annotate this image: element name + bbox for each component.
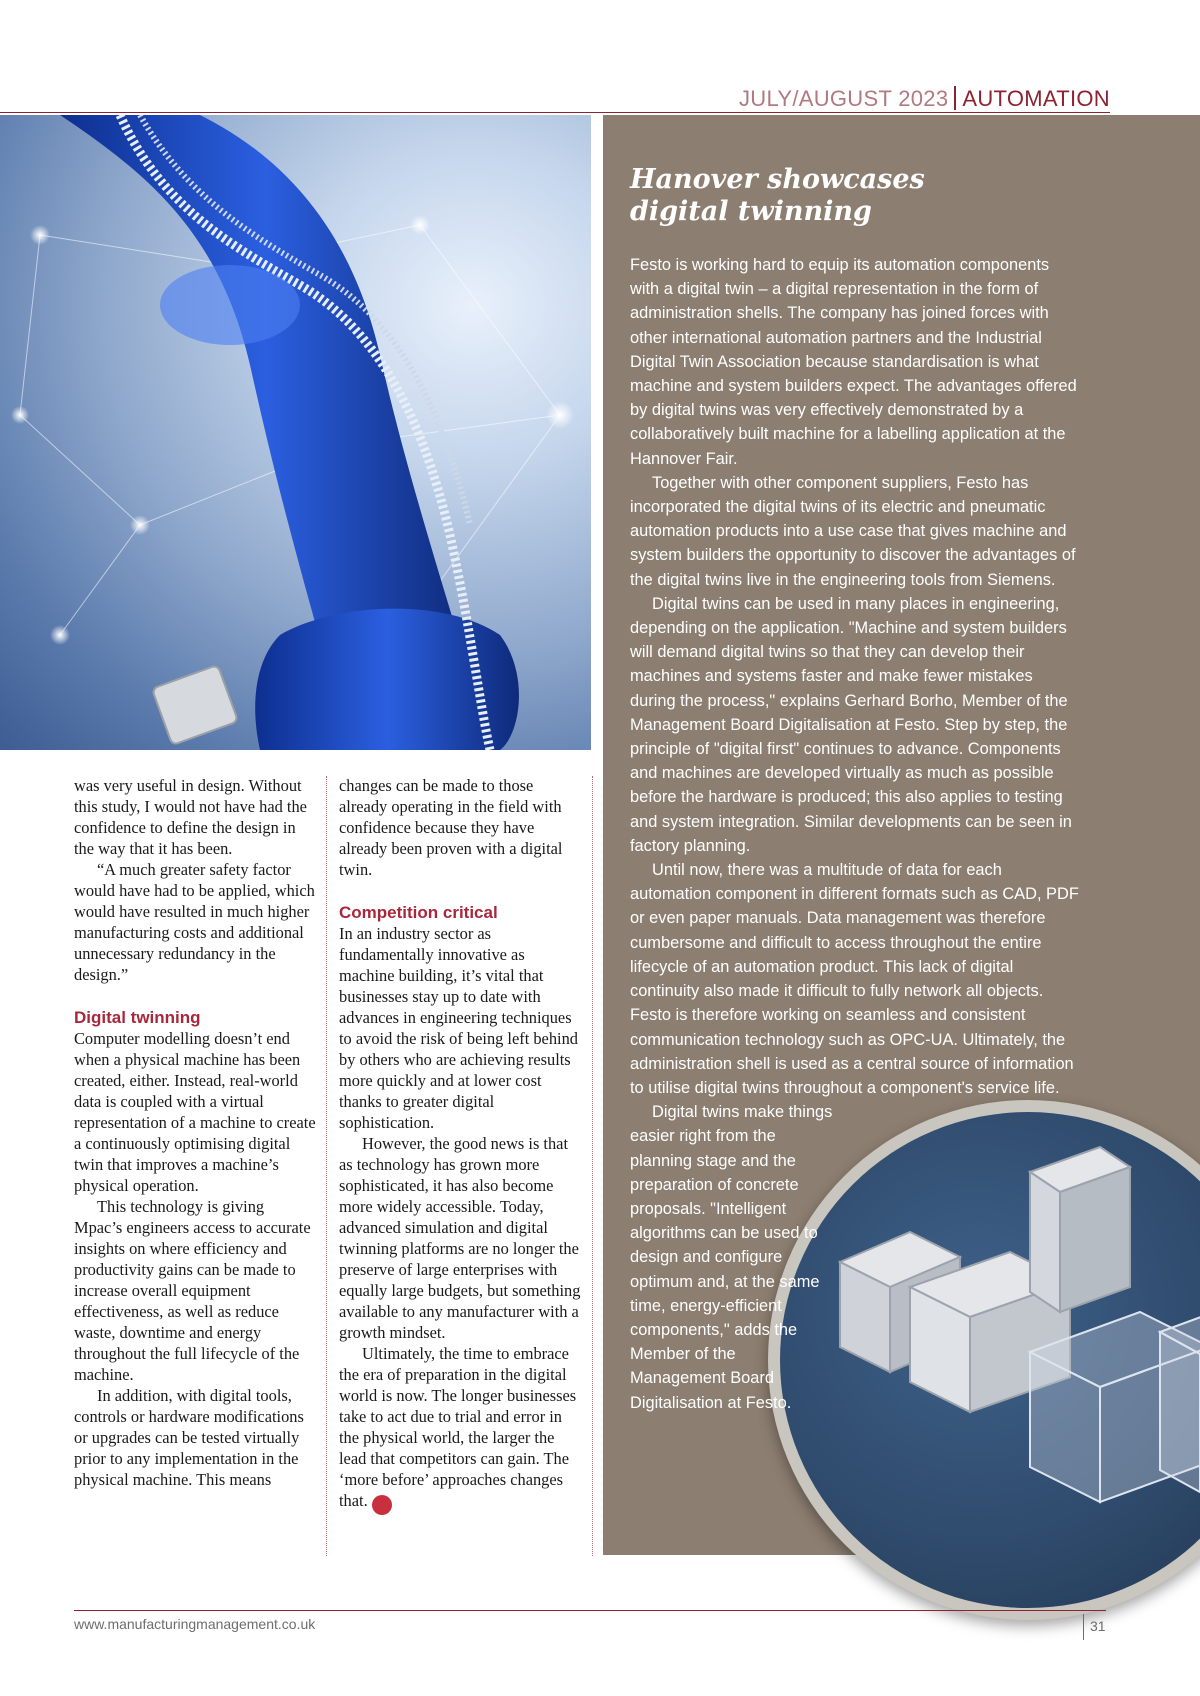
subheading-digital-twinning: Digital twinning bbox=[74, 1008, 201, 1027]
col1-paragraph-4: This technology is giving Mpac’s engineers access to accurate insights on where efficiency and productivity gains can be made to increase overall equipment effectiveness, as well as reduce waste, downtime and energy throughout the full lifecycle of the machine. bbox=[74, 1197, 311, 1384]
section-name: AUTOMATION bbox=[962, 86, 1110, 111]
col1-paragraph-3: Computer modelling doesn’t end when a physical machine has been created, either. Instead, real-world data is coupled with a virtual representation of a machine to create a continuously optimising digital twin that improves a machine’s physical operation. bbox=[74, 1029, 316, 1195]
sidebar-paragraph-4: Until now, there was a multitude of data for each automation component in different formats such as CAD, PDF or even paper manuals. Data management was therefore cumbersome and difficult to access throughout the entire lifecycle of an automation product. This lack of digital continuity also made it difficult to fully network all objects. Festo is therefore working on seamless and consistent communication technology such as OPC-UA. Ultimately, the administration shell is used as a central source of information to utilise digital twins throughout a component's service life. bbox=[630, 861, 1079, 1097]
footer-url: www.manufacturingmanagement.co.uk bbox=[74, 1616, 316, 1632]
col2-paragraph-3: However, the good news is that as technology has grown more sophisticated, it has also become more widely accessible. Today, advanced simulation and digital twinning platforms are no longer the preserve of large enterprises with equally large budgets, but something available to any manufacturer with a growth mindset. bbox=[339, 1134, 581, 1342]
subheading-competition-critical: Competition critical bbox=[339, 903, 498, 922]
sidebar-paragraph-5: Digital twins make things easier right from the planning stage and the preparation of concrete proposals. "Intelligent algorithms can be used to design and configure optimum and, at the same time, energy-efficient components," adds the Member of the Management Board Digitalisation at Festo. bbox=[630, 1103, 833, 1412]
article-column-2 bbox=[339, 775, 581, 1515]
header-divider bbox=[954, 86, 956, 110]
robot-arm-illustration bbox=[0, 115, 591, 750]
page-number: 31 bbox=[1090, 1618, 1106, 1634]
col2-paragraph-4-text: Ultimately, the time to embrace the era of preparation in the digital world is now. The longer businesses take to act due to trial and error in the physical world, the larger the lead that competitors can gain. The ‘more before’ approaches changes that. bbox=[339, 1344, 577, 1510]
column-divider-2 bbox=[592, 776, 593, 1556]
sidebar-paragraph-1: Festo is working hard to equip its automation components with a digital twin – a digital representation in the form of administration shells. The company has joined forces with other international automation partners and the Industrial Digital Twin Association because standardisation is what machine and system builders expect. The advantages offered by digital twins was very effectively demonstrated by a collaboratively built machine for a labelling application at the Hannover Fair. bbox=[630, 256, 1077, 468]
sidebar-body bbox=[630, 253, 1080, 1415]
sidebar-paragraph-3: Digital twins can be used in many places in engineering, depending on the application. "Machine and system builders will demand digital twins so that they can develop their machines and systems faster and make fewer mistakes during the process," explains Gerhard Borho, Member of the Management Board Digitalisation at Festo. Step by step, the principle of "digital first" continues to advance. Components and machines are developed virtually as much as possible before the hardware is produced; this also applies to testing and system integration. Similar developments can be seen in factory planning. bbox=[630, 594, 1072, 855]
sidebar-title-line1: Hanover showcases bbox=[630, 164, 925, 195]
end-mark-logo-icon: M bbox=[372, 1495, 392, 1515]
col2-paragraph-4 bbox=[339, 1343, 581, 1515]
sidebar-paragraph-2: Together with other component suppliers, Festo has incorporated the digital twins of its electric and pneumatic automation products into a use case that gives machine and system builders the opportunity to discover the advantages of the digital twins live in the engineering tools from Siemens. bbox=[630, 473, 1076, 589]
col1-paragraph-5: In addition, with digital tools, controls or hardware modifications or upgrades can be tested virtually prior to any implementation in the physical machine. This means bbox=[74, 1386, 304, 1489]
sidebar-title bbox=[630, 164, 1150, 228]
sidebar-title-line2: digital twinning bbox=[630, 196, 872, 227]
col2-paragraph-1: changes can be made to those already operating in the field with confidence because they have already been proven with a digital twin. bbox=[339, 776, 563, 879]
article-column-1 bbox=[74, 775, 316, 1490]
issue-header bbox=[739, 86, 1110, 112]
col1-paragraph-2: “A much greater safety factor would have had to be applied, which would have resulted in much higher manufacturing costs and additional unnecessary redundancy in the design.” bbox=[74, 860, 315, 984]
col1-paragraph-1: was very useful in design. Without this study, I would not have had the confidence to define the design in the way that it has been. bbox=[74, 776, 307, 858]
column-divider bbox=[326, 776, 327, 1556]
footer-rule bbox=[74, 1610, 1106, 1611]
header-rule bbox=[0, 112, 1110, 113]
col2-paragraph-2: In an industry sector as fundamentally innovative as machine building, it’s vital that businesses stay up to date with advances in engineering techniques to avoid the risk of being left behind by others who are achieving results more quickly and at lower cost thanks to greater digital sophistication. bbox=[339, 924, 578, 1132]
issue-date: JULY/AUGUST 2023 bbox=[738, 86, 949, 111]
footer-divider bbox=[1083, 1614, 1084, 1640]
robot-arm-photo bbox=[0, 115, 591, 750]
